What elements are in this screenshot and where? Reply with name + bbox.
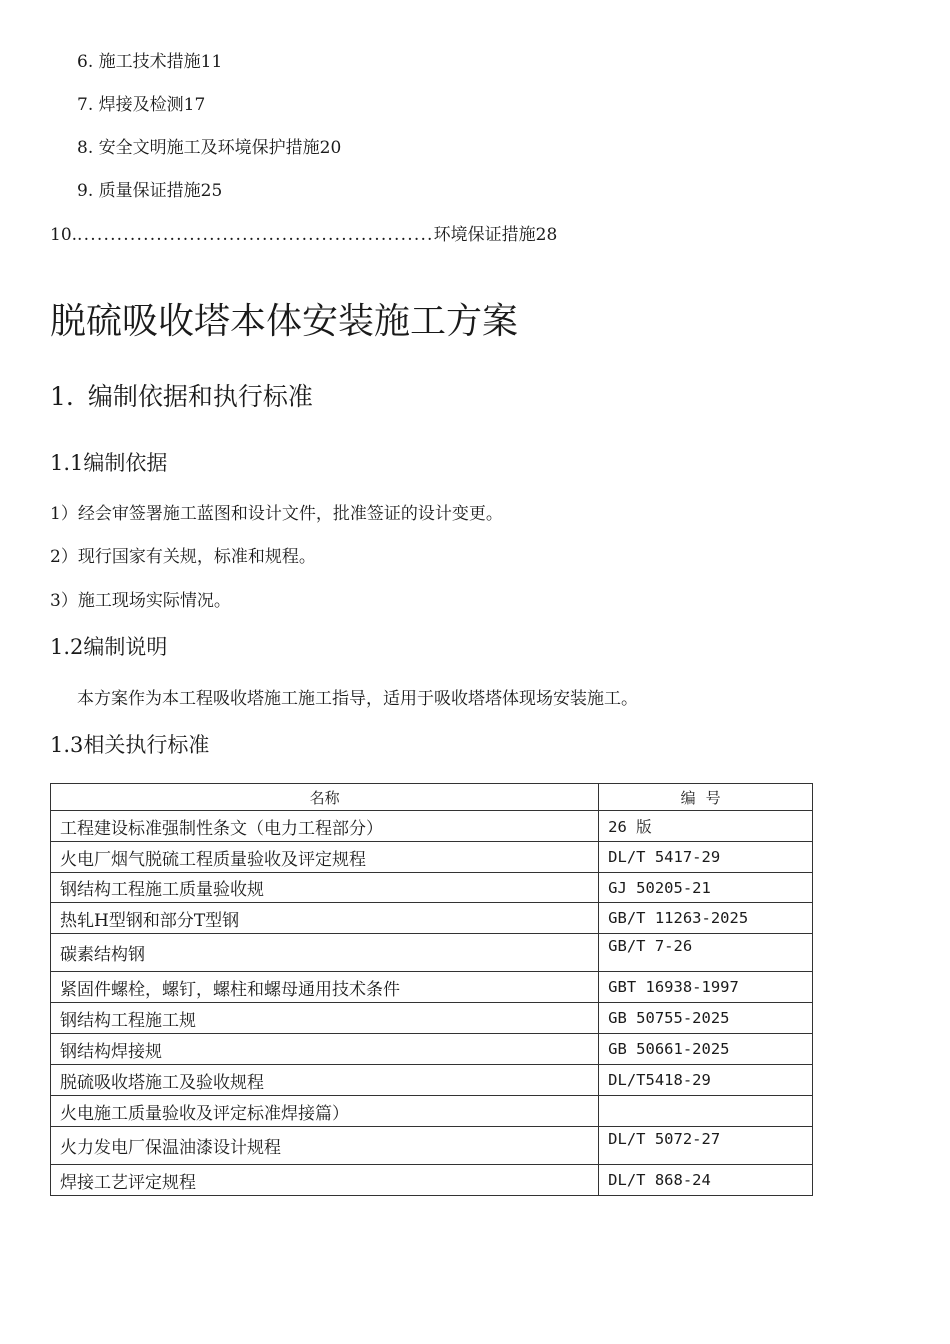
standard-code: 26 版: [599, 811, 813, 842]
table-header-row: [51, 784, 813, 811]
toc-item[interactable]: 6. 施工技术措施11: [77, 52, 223, 72]
paragraph: 本方案作为本工程吸收塔施工施工指导，适用于吸收塔塔体现场安装施工。: [77, 689, 638, 709]
standard-name: 紧固件螺栓，螺钉，螺柱和螺母通用技术条件: [51, 972, 599, 1003]
standard-code: GJ 50205-21: [599, 873, 813, 903]
standard-name: 钢结构工程施工规: [51, 1003, 599, 1034]
standard-name: 火力发电厂保温油漆设计规程: [51, 1127, 599, 1165]
toc-item-10[interactable]: [50, 224, 557, 246]
toc-leader-dots: ......................................................: [77, 225, 434, 245]
subsection-heading: 1.3相关执行标准: [50, 733, 210, 757]
standard-name: 碳素结构钢: [51, 934, 599, 972]
list-item: 2）现行国家有关规，标准和规程。: [50, 547, 316, 567]
standard-name: 工程建设标准强制性条文（电力工程部分）: [51, 811, 599, 842]
standard-name: 钢结构工程施工质量验收规: [51, 873, 599, 903]
list-item: 3）施工现场实际情况。: [50, 591, 231, 611]
column-header-name: 名称: [51, 784, 599, 811]
standard-code: GB 50755-2025: [599, 1003, 813, 1034]
standards-table: [50, 783, 813, 1196]
table-row: [51, 934, 813, 972]
toc-item[interactable]: 8. 安全文明施工及环境保护措施20: [77, 138, 342, 158]
document-title: 脱硫吸收塔本体安装施工方案: [50, 301, 519, 342]
standard-code: GB/T 11263-2025: [599, 903, 813, 934]
standard-name: 火电施工质量验收及评定标准焊接篇）: [51, 1096, 599, 1127]
table-row: [51, 873, 813, 903]
table-row: [51, 1127, 813, 1165]
standard-code: DL/T5418-29: [599, 1065, 813, 1096]
table-row: [51, 1096, 813, 1127]
standard-code: GB 50661-2025: [599, 1034, 813, 1065]
toc-text: 环境保证措施28: [433, 225, 558, 245]
standard-name: 焊接工艺评定规程: [51, 1165, 599, 1196]
section-number: 1.: [50, 382, 74, 411]
table-row: [51, 1065, 813, 1096]
standard-name: 脱硫吸收塔施工及验收规程: [51, 1065, 599, 1096]
table-row: [51, 972, 813, 1003]
table-row: [51, 811, 813, 842]
standard-name: 火电厂烟气脱硫工程质量验收及评定规程: [51, 842, 599, 873]
list-item: 1）经会审签署施工蓝图和设计文件，批准签证的设计变更。: [50, 504, 503, 524]
standard-code: DL/T 868-24: [599, 1165, 813, 1196]
table-row: [51, 842, 813, 873]
section-heading: [50, 380, 313, 414]
toc-number: 10.: [50, 225, 78, 245]
section-title: 编制依据和执行标准: [87, 382, 313, 411]
standard-code: GB/T 7-26: [599, 934, 813, 972]
table-row: [51, 1165, 813, 1196]
column-header-code: 编号: [599, 784, 813, 811]
table-row: [51, 1034, 813, 1065]
toc-item[interactable]: 9. 质量保证措施25: [77, 181, 223, 201]
standard-code: GBT 16938-1997: [599, 972, 813, 1003]
standard-name: 热轧H型钢和部分T型钢: [51, 903, 599, 934]
standard-code: DL/T 5417-29: [599, 842, 813, 873]
toc-item[interactable]: 7. 焊接及检测17: [77, 95, 206, 115]
table-row: [51, 1003, 813, 1034]
standard-code: DL/T 5072-27: [599, 1127, 813, 1165]
table-row: [51, 903, 813, 934]
subsection-heading: 1.1编制依据: [50, 451, 168, 475]
standard-code: [599, 1096, 813, 1127]
subsection-heading: 1.2编制说明: [50, 635, 168, 659]
standard-name: 钢结构焊接规: [51, 1034, 599, 1065]
